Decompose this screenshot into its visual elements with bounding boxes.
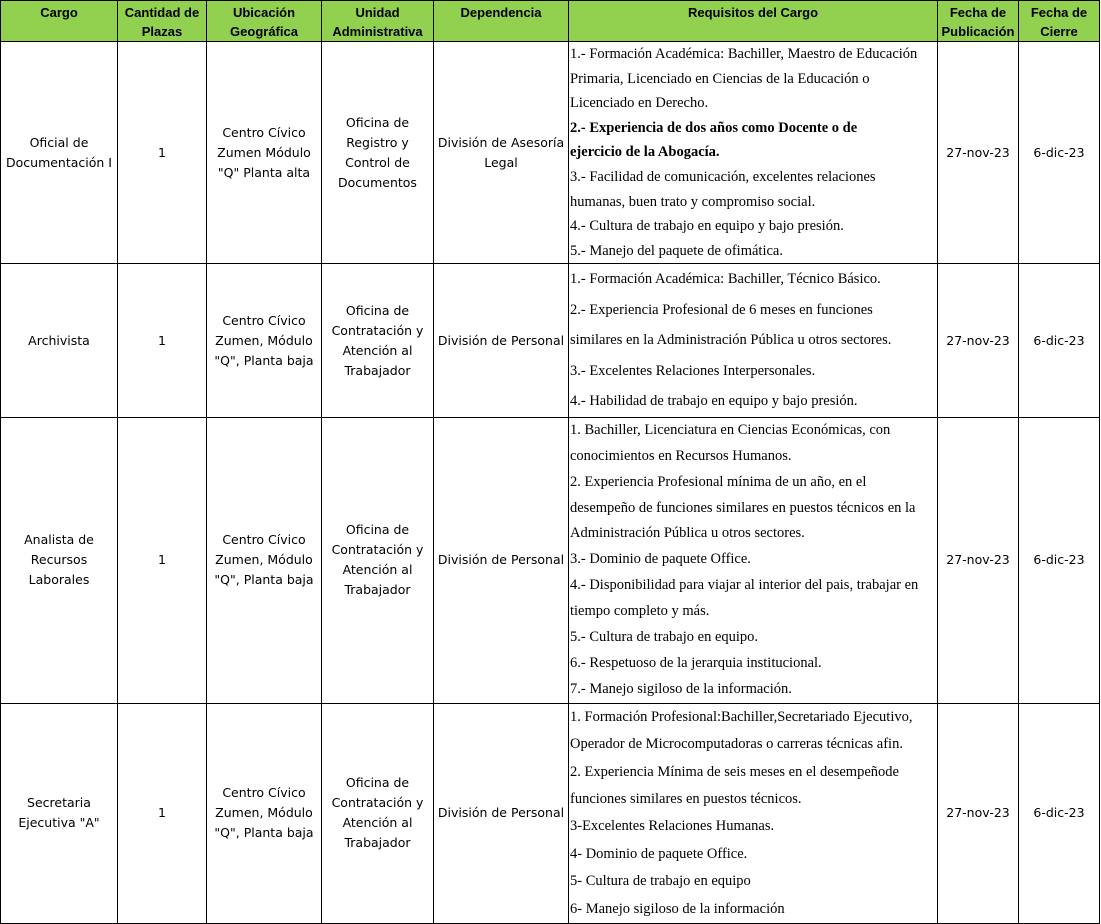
requirement-line: 6.- Respetuoso de la jerarquia institucional. bbox=[570, 655, 822, 671]
fecha-cierre-cell: 6-dic-23 bbox=[1019, 703, 1100, 923]
plazas-cell: 1 bbox=[118, 417, 207, 703]
requirement-line: 2.- Experiencia de dos años como Docente o de bbox=[570, 119, 858, 136]
requirement-line: 2. Experiencia Mínima de seis meses en el desempeñode bbox=[570, 763, 899, 780]
table-row bbox=[1, 703, 1100, 923]
plazas-cell: 1 bbox=[118, 264, 207, 418]
requirement-line: 3.- Excelentes Relaciones Interpersonales. bbox=[570, 362, 816, 379]
fecha-publicacion-cell: 27-nov-23 bbox=[938, 703, 1019, 923]
requirement-line: Operador de Microcomputadoras o carreras técnicas afin. bbox=[570, 736, 903, 753]
requisitos-cell bbox=[569, 703, 938, 923]
header-publicacion: Fecha de Publicación bbox=[938, 1, 1019, 42]
dependencia-cell: División de Personal bbox=[434, 264, 569, 418]
plazas-cell: 1 bbox=[118, 42, 207, 264]
header-ubicacion: Ubicación Geográfica bbox=[207, 1, 322, 42]
requirement-line: 5.- Cultura de trabajo en equipo. bbox=[570, 629, 759, 646]
unidad-cell: Oficina de Contratación y Atención al Trabajador bbox=[322, 703, 434, 923]
ubicacion-cell: Centro Cívico Zumen, Módulo "Q", Planta baja bbox=[207, 264, 322, 418]
cargo-cell: Analista de Recursos Laborales bbox=[1, 417, 118, 703]
cargo-cell: Oficial de Documentación I bbox=[1, 42, 118, 264]
requirement-line: Primaria, Licenciado en Ciencias de la Educación o bbox=[570, 70, 870, 87]
requirement-line: similares en la Administración Pública u otros sectores. bbox=[570, 332, 892, 349]
requirement-line: Licenciado en Derecho. bbox=[570, 95, 709, 112]
unidad-cell: Oficina de Registro y Control de Documentos bbox=[322, 42, 434, 264]
ubicacion-cell: Centro Cívico Zumen, Módulo "Q", Planta baja bbox=[207, 417, 322, 703]
table-row bbox=[1, 417, 1100, 703]
ubicacion-cell: Centro Cívico Zumen Módulo "Q" Planta alta bbox=[207, 42, 322, 264]
requirement-line: 1.- Formación Académica: Bachiller, Técnico Básico. bbox=[570, 271, 881, 288]
requirement-line: 4.- Cultura de trabajo en equipo y bajo presión. bbox=[570, 218, 844, 235]
dependencia-cell: División de Personal bbox=[434, 417, 569, 703]
requirement-line: ejercicio de la Abogacía. bbox=[570, 144, 720, 161]
ubicacion-cell: Centro Cívico Zumen, Módulo "Q", Planta baja bbox=[207, 703, 322, 923]
fecha-publicacion-cell: 27-nov-23 bbox=[938, 42, 1019, 264]
requisitos-cell bbox=[569, 417, 938, 703]
header-plazas: Cantidad de Plazas bbox=[118, 1, 207, 42]
requirement-line: humanas, buen trato y compromiso social. bbox=[570, 193, 816, 210]
requirement-line: desempeño de funciones similares en puestos técnicos en la bbox=[570, 499, 916, 516]
requisitos-cell bbox=[569, 42, 938, 264]
dependencia-cell: División de Asesoría Legal bbox=[434, 42, 569, 264]
requisitos-cell bbox=[569, 264, 938, 418]
header-requisitos: Requisitos del Cargo bbox=[569, 1, 938, 42]
unidad-cell: Oficina de Contratación y Atención al Trabajador bbox=[322, 264, 434, 418]
header-dependencia: Dependencia bbox=[434, 1, 569, 42]
fecha-publicacion-cell: 27-nov-23 bbox=[938, 417, 1019, 703]
requirement-line: 1.- Formación Académica: Bachiller, Maestro de Educación bbox=[570, 46, 918, 62]
requirement-line: 4.- Disponibilidad para viajar al interior del pais, trabajar en bbox=[570, 577, 919, 594]
requirement-line: 3.- Dominio de paquete Office. bbox=[570, 551, 751, 568]
table-row bbox=[1, 42, 1100, 264]
dependencia-cell: División de Personal bbox=[434, 703, 569, 923]
requirement-line: funciones similares en puestos técnicos. bbox=[570, 791, 802, 808]
header-cargo: Cargo bbox=[1, 1, 118, 42]
header-unidad: Unidad Administrativa bbox=[322, 1, 434, 42]
requirement-line: 3-Excelentes Relaciones Humanas. bbox=[570, 818, 775, 835]
requirement-line: 2. Experiencia Profesional mínima de un año, en el bbox=[570, 473, 867, 490]
plazas-cell: 1 bbox=[118, 703, 207, 923]
unidad-cell: Oficina de Contratación y Atención al Trabajador bbox=[322, 417, 434, 703]
fecha-cierre-cell: 6-dic-23 bbox=[1019, 417, 1100, 703]
requirement-line: 6- Manejo sigiloso de la información bbox=[570, 900, 785, 917]
requirement-line: 1. Formación Profesional:Bachiller,Secretariado Ejecutivo, bbox=[570, 708, 913, 725]
cargo-cell: Archivista bbox=[1, 264, 118, 418]
fecha-publicacion-cell: 27-nov-23 bbox=[938, 264, 1019, 418]
requirement-line: 2.- Experiencia Profesional de 6 meses en funciones bbox=[570, 301, 873, 318]
requirement-line: 5- Cultura de trabajo en equipo bbox=[570, 873, 751, 890]
requirement-line: 3.- Facilidad de comunicación, excelentes relaciones bbox=[570, 168, 876, 185]
fecha-cierre-cell: 6-dic-23 bbox=[1019, 42, 1100, 264]
cargo-cell: Secretaria Ejecutiva "A" bbox=[1, 703, 118, 923]
requirement-line: tiempo completo y más. bbox=[570, 603, 710, 620]
requirement-line: Administración Pública u otros sectores. bbox=[570, 525, 805, 542]
table-row bbox=[1, 264, 1100, 418]
fecha-cierre-cell: 6-dic-23 bbox=[1019, 264, 1100, 418]
header-row bbox=[1, 1, 1100, 42]
requirement-line: 4.- Habilidad de trabajo en equipo y bajo presión. bbox=[570, 393, 858, 410]
requirement-line: 1. Bachiller, Licenciatura en Ciencias Económicas, con bbox=[570, 421, 891, 438]
header-cierre: Fecha de Cierre bbox=[1019, 1, 1100, 42]
requirement-line: 7.- Manejo sigiloso de la información. bbox=[570, 680, 792, 697]
requirement-line: conocimientos en Recursos Humanos. bbox=[570, 447, 792, 464]
requirement-line: 5.- Manejo del paquete de ofimática. bbox=[570, 242, 783, 259]
requirement-line: 4- Dominio de paquete Office. bbox=[570, 845, 748, 862]
